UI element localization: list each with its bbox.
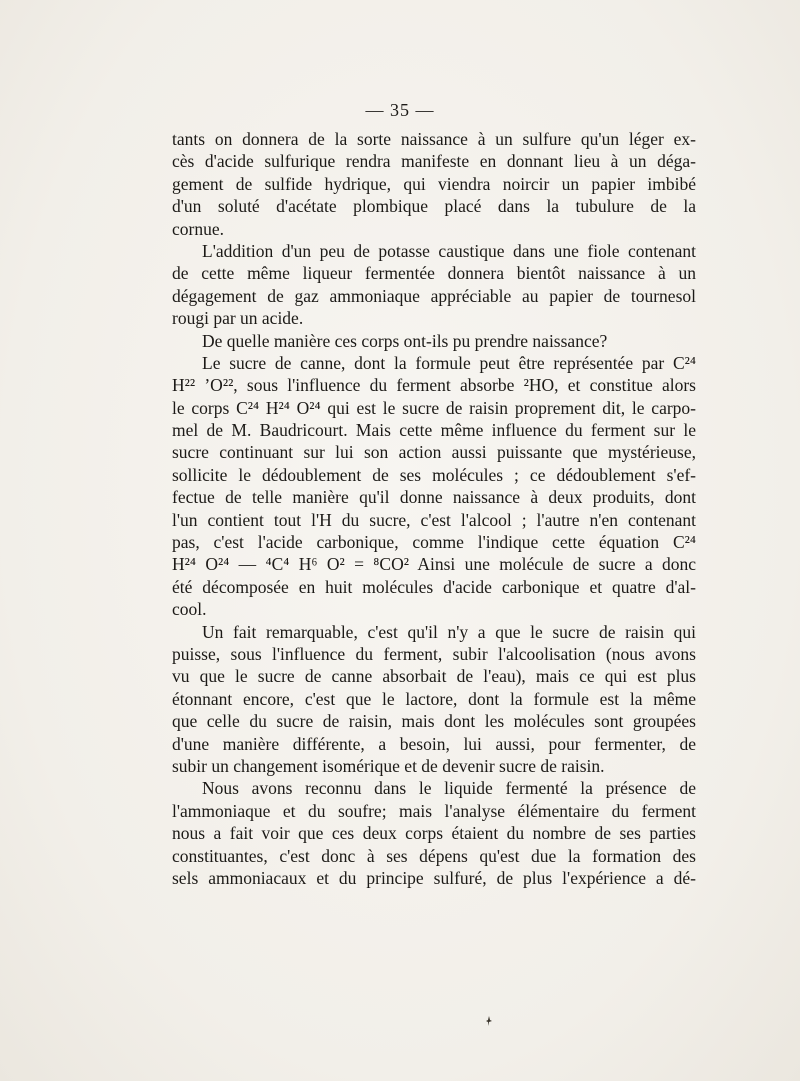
paragraph-6 [172, 777, 696, 889]
text-line: subir un changement isomérique et de devenir sucre de raisin. [172, 755, 605, 776]
body-text [172, 128, 696, 889]
text-line: de cette même liqueur fermentée donnera bientôt naissance à un [172, 263, 696, 284]
text-line: mel de M. Baudricourt. Mais cette même influence du ferment sur le [172, 420, 696, 441]
text-line: dégagement de gaz ammoniaque appréciable au papier de tournesol [172, 285, 696, 306]
text-line: gement de sulfide hydrique, qui viendra noircir un papier imbibé [172, 173, 696, 194]
text-line: le corps C²⁴ H²⁴ O²⁴ qui est le sucre de raisin proprement dit, le carpo- [172, 397, 696, 418]
text-line: H²² ’O²², sous l'influence du ferment absorbe ²HO, et constitue alors [172, 375, 696, 396]
text-line: cès d'acide sulfurique rendra manifeste en donnant lieu à un déga- [172, 151, 696, 172]
text-line: cool. [172, 599, 207, 620]
text-line: vu que le sucre de canne absorbait de l'eau), mais ce qui est plus [172, 666, 696, 687]
text-line: pas, c'est l'acide carbonique, comme l'indique cette équation C²⁴ [172, 532, 696, 553]
text-line: puisse, sous l'influence du ferment, subir l'alcoolisation (nous avons [172, 643, 696, 664]
text-line: Un fait remarquable, c'est qu'il n'y a que le sucre de raisin qui [202, 621, 696, 642]
text-line: sollicite le dédoublement de ses molécules ; ce dédoublement s'ef- [172, 464, 696, 485]
text-line: l'un contient tout l'H du sucre, c'est l'alcool ; l'autre n'en contenant [172, 509, 696, 530]
text-line: sels ammoniacaux et du principe sulfuré, de plus l'expérience a dé- [172, 867, 696, 888]
text-line: rougi par un acide. [172, 308, 304, 329]
text-line: Nous avons reconnu dans le liquide fermenté la présence de [202, 778, 696, 799]
text-line: H²⁴ O²⁴ — ⁴C⁴ H⁶ O² = ⁸CO² Ainsi une molécule de sucre a donc [172, 554, 696, 575]
text-line: sucre continuant sur lui son action aussi puissante que mystérieuse, [172, 442, 696, 463]
text-line: été décomposée en huit molécules d'acide carbonique et quatre d'al- [172, 576, 696, 597]
text-line: L'addition d'un peu de potasse caustique dans une fiole contenant [202, 240, 696, 261]
text-line: l'ammoniaque et du soufre; mais l'analyse élémentaire du ferment [172, 800, 696, 821]
text-line: d'un soluté d'acétate plombique placé dans la tubulure de la [172, 196, 696, 217]
paragraph-2 [172, 240, 696, 330]
text-line: Le sucre de canne, dont la formule peut être représentée par C²⁴ [202, 352, 696, 373]
paragraph-3 [172, 330, 696, 352]
text-line: constituantes, c'est donc à ses dépens qu'est due la formation des [172, 845, 696, 866]
text-line: tants on donnera de la sorte naissance à un sulfure qu'un léger ex- [172, 129, 696, 149]
text-line: De quelle manière ces corps ont-ils pu prendre naissance? [202, 330, 608, 351]
text-line: cornue. [172, 218, 224, 239]
ink-speck [486, 1016, 492, 1026]
page-number: — 35 — [365, 100, 435, 120]
paragraph-4 [172, 352, 696, 621]
text-line: nous a fait voir que ces deux corps étaient du nombre de ses parties [172, 823, 696, 844]
text-line: fectue de telle manière qu'il donne naissance à deux produits, dont [172, 487, 696, 508]
text-line: étonnant encore, c'est que le lactore, dont la formule est la même [172, 688, 696, 709]
text-line: d'une manière différente, a besoin, lui aussi, pour fermenter, de [172, 733, 696, 754]
text-line: que celle du sucre de raisin, mais dont les molécules sont groupées [172, 711, 696, 732]
paragraph-5 [172, 621, 696, 778]
paragraph-1 [172, 128, 696, 240]
